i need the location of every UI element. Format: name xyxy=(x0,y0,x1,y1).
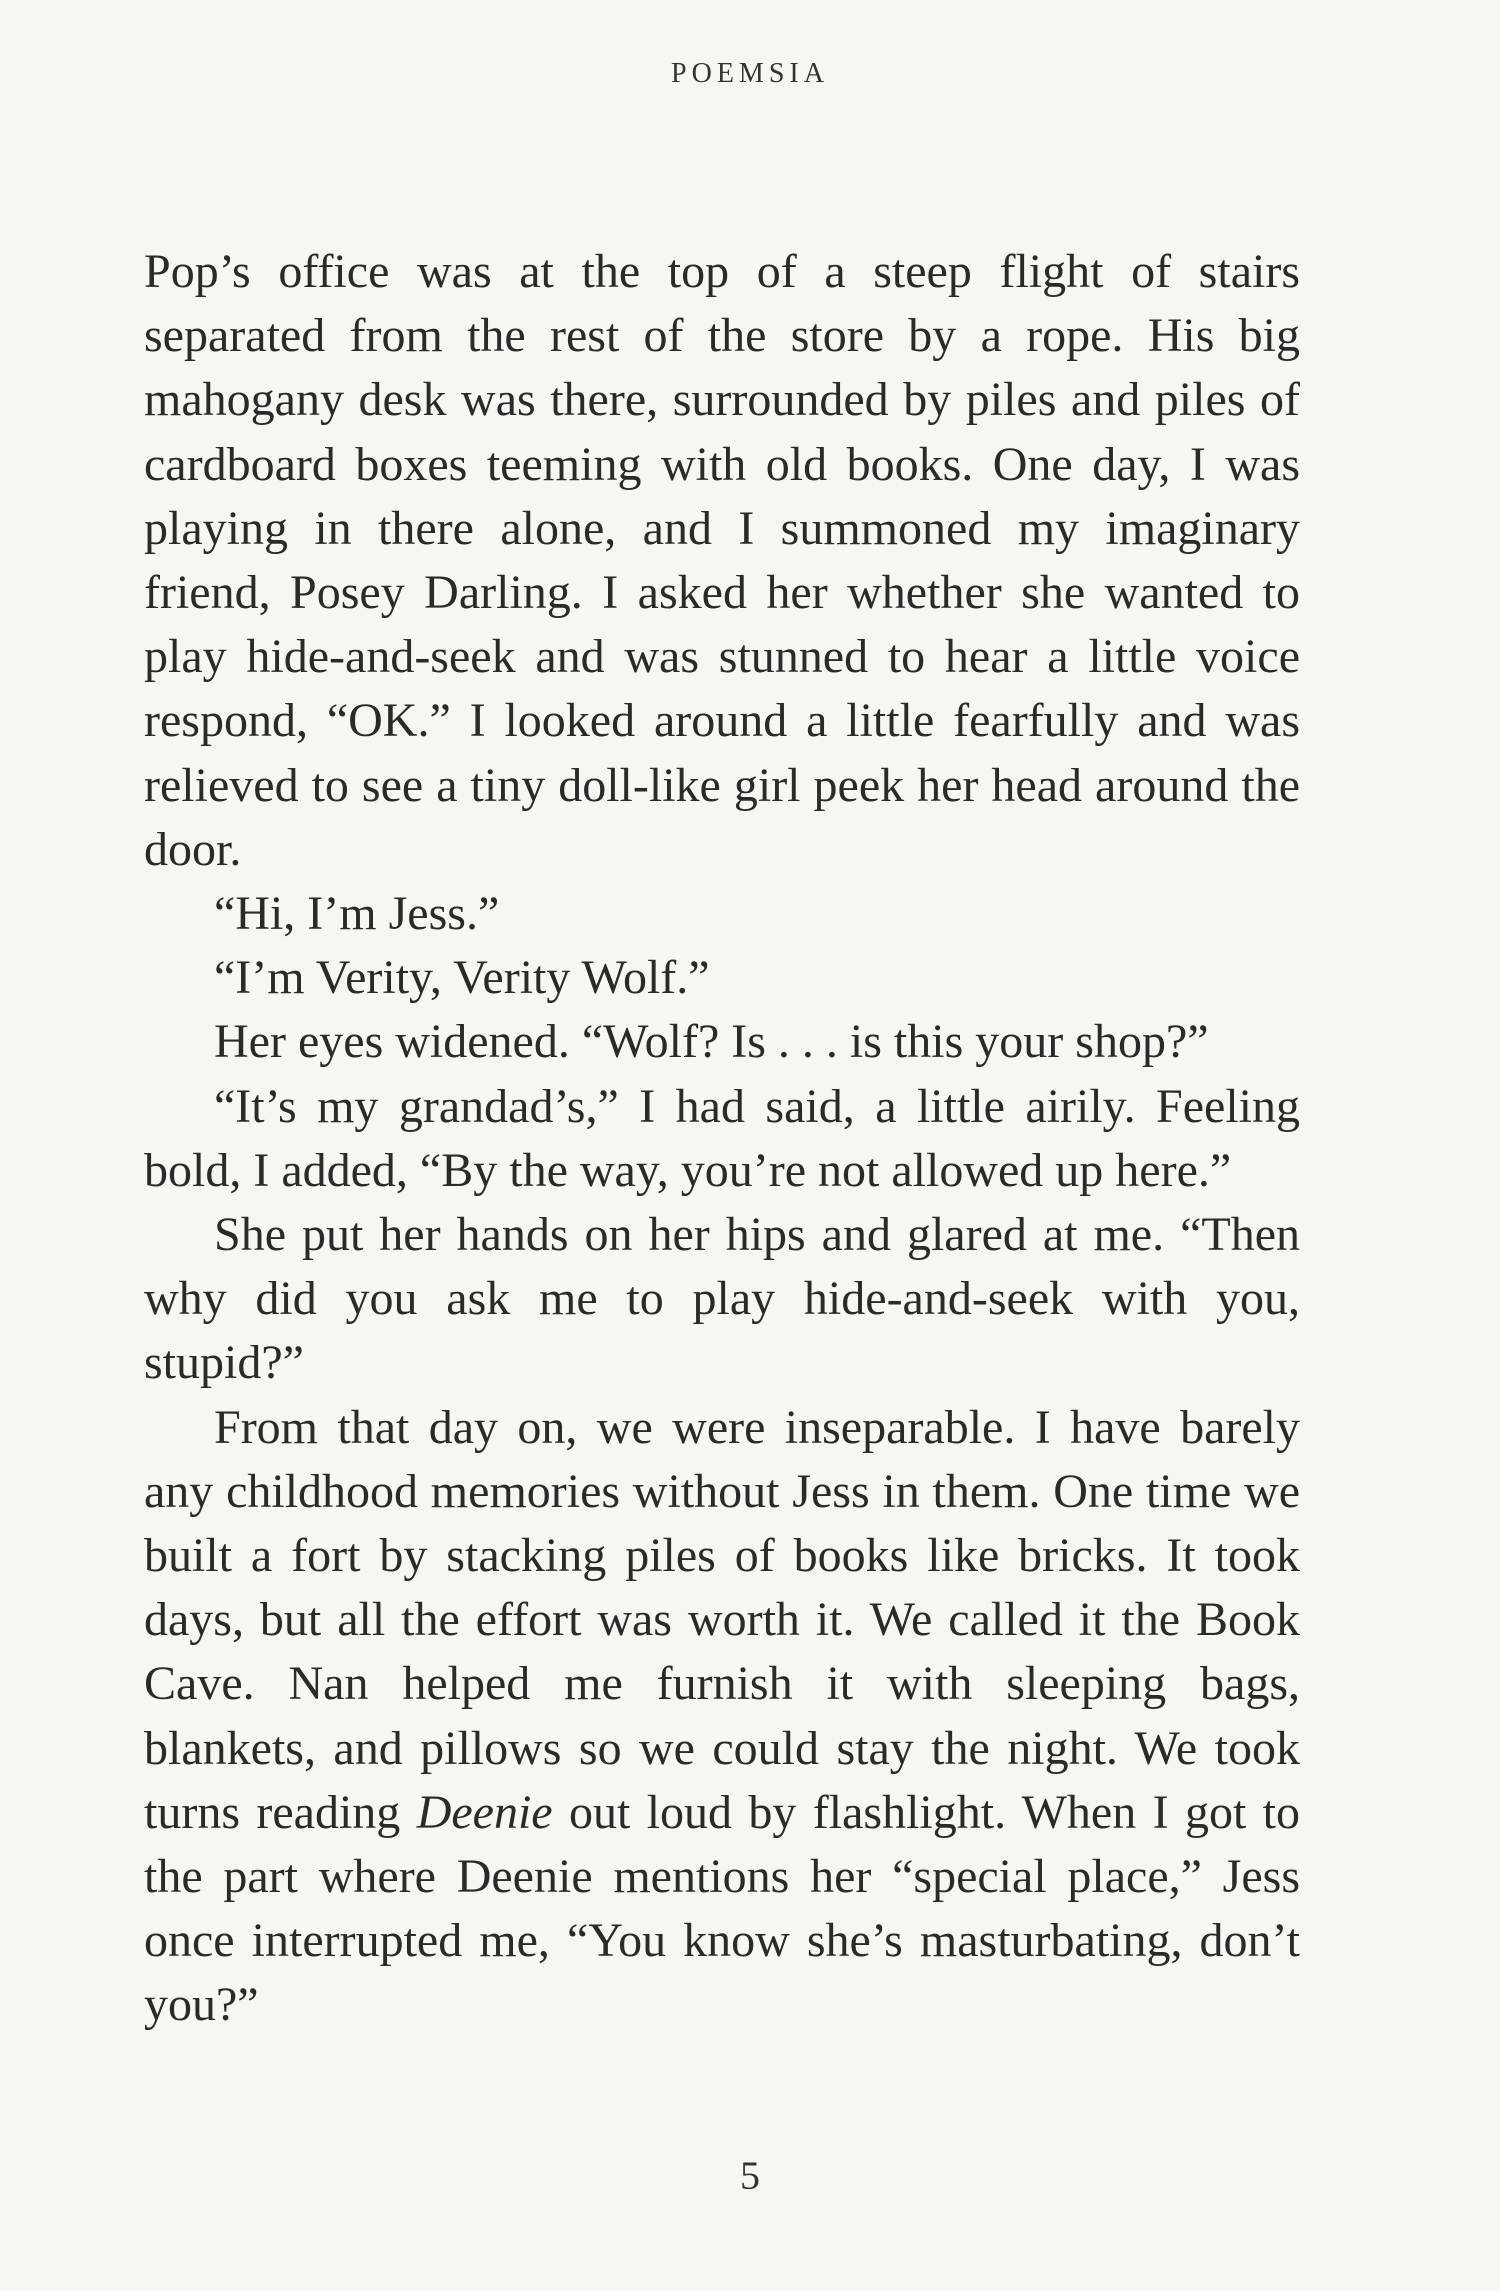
paragraph: “Hi, I’m Jess.” xyxy=(214,887,500,941)
paragraph xyxy=(144,1396,1300,2038)
page-number: 5 xyxy=(740,2153,760,2198)
paragraph: Pop’s office was at the top of a steep flight of stairs separated from the rest of the store by a rope. His big mahogany desk was there, surrounded by piles and piles of cardboard boxes teeming with old books. One day, I was playing in there alone, and I summoned my imaginary friend, Posey Darling. I asked her whether she wanted to play hide-and-seek and was stunned to hear a little voice respond, “OK.” I looked around a little fearfully and was relieved to see a tiny doll-like girl peek her head around the door. xyxy=(144,245,1300,876)
paragraph-text: From that day on, we were inseparable. I have barely any childhood memories without Jess in them. One time we built a fort by stacking piles of books like bricks. It took days, but all the effort was worth it. We called it the Book Cave. Nan helped me furnish it with sleeping bags, blankets, and pillows so we could stay the night. We took turns reading xyxy=(144,1400,1300,1839)
book-title: Deenie xyxy=(416,1785,553,1839)
paragraph: “I’m Verity, Verity Wolf.” xyxy=(214,951,710,1005)
paragraph: She put her hands on her hips and glared at me. “Then why did you ask me to play hide-and-seek with you, stupid?” xyxy=(144,1208,1300,1390)
running-header: POEMSIA xyxy=(671,58,829,89)
paragraph: “It’s my grandad’s,” I had said, a little airily. Feeling bold, I added, “By the way, you’re not allowed up here.” xyxy=(144,1079,1300,1197)
body-text xyxy=(144,240,1300,2038)
paragraph: Her eyes widened. “Wolf? Is . . . is this your shop?” xyxy=(214,1015,1209,1069)
paragraph-text: out loud by flashlight. When I got to the part where Deenie mentions her “special place,” Jess once interrupted me, “You know she’s masturbating, don’t you?” xyxy=(144,1785,1300,2032)
